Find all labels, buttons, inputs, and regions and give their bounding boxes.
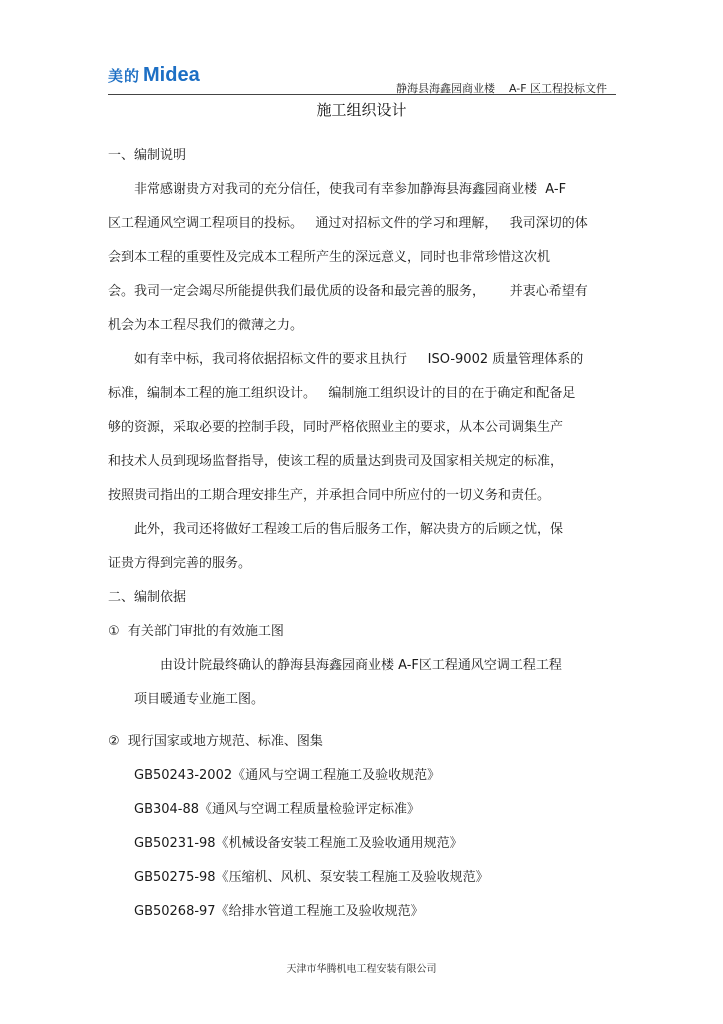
basis-item-1-detail-line-1: 由设计院最终确认的静海县海鑫园商业楼 A-F区工程通风空调工程工程: [160, 658, 562, 673]
paragraph-1-line-4: 会。我司一定会竭尽所能提供我们最优质的设备和最完善的服务， 并衷心希望有: [108, 284, 588, 299]
standard-item: GB50231-98《机械设备安装工程施工及验收通用规范》: [134, 836, 463, 851]
section-1-heading: 一、编制说明: [108, 148, 187, 163]
logo-english-text: Midea: [143, 63, 200, 86]
paragraph-2-line-1: 如有幸中标，我司将依据招标文件的要求且执行 ISO-9002 质量管理体系的: [134, 352, 584, 367]
paragraph-2-line-4: 和技术人员到现场监督指导，使该工程的质量达到贵司及国家相关规定的标准，: [108, 454, 564, 469]
page-title: 施工组织设计: [316, 101, 407, 119]
standard-item: GB304-88《通风与空调工程质量检验评定标准》: [134, 802, 421, 817]
paragraph-1-line-2: 区工程通风空调工程项目的投标。 通过对招标文件的学习和理解， 我司深切的体: [108, 216, 588, 231]
paragraph-2-line-2: 标准，编制本工程的施工组织设计。 编制施工组织设计的目的在于确定和配备足: [108, 386, 576, 401]
basis-item-2: ② 现行国家或地方规范、标准、图集: [108, 734, 323, 749]
basis-item-1-detail-line-2: 项目暖通专业施工图。: [134, 692, 265, 707]
section-2-heading: 二、编制依据: [108, 590, 187, 605]
standard-item: GB50268-97《给排水管道工程施工及验收规范》: [134, 904, 424, 919]
paragraph-1-line-1: 非常感谢贵方对我司的充分信任，使我司有幸参加静海县海鑫园商业楼 A-F: [134, 182, 567, 197]
header-document-title: 静海县海鑫园商业楼 A-F 区工程投标文件: [396, 82, 608, 95]
paragraph-2-line-5: 按照贵司指出的工期合理安排生产，并承担合同中所应付的一切义务和责任。: [108, 488, 551, 503]
standard-item: GB50275-98《压缩机、风机、泵安装工程施工及验收规范》: [134, 870, 489, 885]
paragraph-3-line-1: 此外，我司还将做好工程竣工后的售后服务工作，解决贵方的后顾之忧，保: [134, 522, 564, 537]
paragraph-3-line-2: 证贵方得到完善的服务。: [108, 556, 252, 571]
standard-item: GB50243-2002《通风与空调工程施工及验收规范》: [134, 768, 441, 783]
paragraph-1-line-5: 机会为本工程尽我们的微薄之力。: [108, 318, 304, 333]
paragraph-1-line-3: 会到本工程的重要性及完成本工程所产生的深远意义，同时也非常珍惜这次机: [108, 250, 551, 265]
paragraph-2-line-3: 够的资源，采取必要的控制手段，同时严格依照业主的要求，从本公司调集生产: [108, 420, 564, 435]
midea-logo: [108, 62, 200, 88]
logo-chinese-text: 美的: [108, 66, 141, 85]
basis-item-1: ① 有关部门审批的有效施工图: [108, 624, 284, 639]
page-footer-company: 天津市华腾机电工程安装有限公司: [286, 964, 437, 975]
header-divider: [108, 94, 616, 95]
